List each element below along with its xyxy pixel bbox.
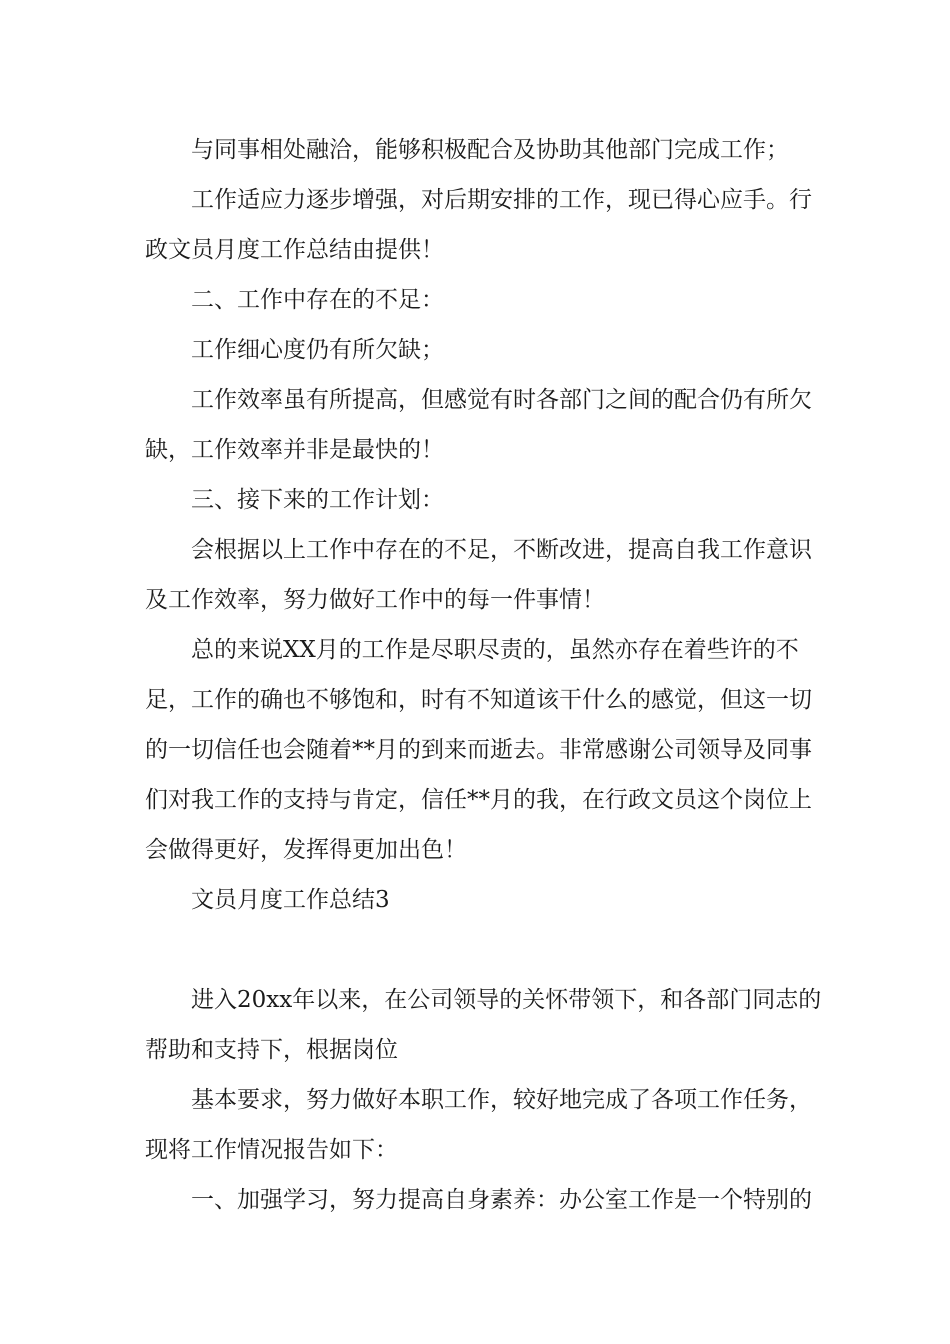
- paragraph: 基本要求，努力做好本职工作，较好地完成了各项工作任务，现将工作情况报告如下：: [145, 1087, 812, 1163]
- document-title: 文员月度工作总结3: [191, 887, 390, 913]
- paragraph: 总的来说XX月的工作是尽职尽责的，虽然亦存在着些许的不足，工作的确也不够饱和，时有不知道该干什么的感觉，但这一切的一切信任也会随着**月的到来而逝去。非常感谢公司领导及同事们对我工作的支持与肯定，信任**月的我，在行政文员这个岗位上会做得更好，发挥得更加出色！: [145, 637, 812, 863]
- paragraph: 会根据以上工作中存在的不足，不断改进，提高自我工作意识及工作效率，努力做好工作中的每一件事情！: [145, 537, 812, 613]
- paragraph: 与同事相处融洽，能够积极配合及协助其他部门完成工作；: [191, 137, 789, 163]
- document-body: [145, 125, 825, 1225]
- paragraph: 工作细心度仍有所欠缺；: [191, 337, 444, 363]
- section-heading: 二、工作中存在的不足：: [191, 287, 444, 313]
- paragraph: 进入20xx年以来，在公司领导的关怀带领下，和各部门同志的帮助和支持下，根据岗位: [145, 987, 822, 1063]
- paragraph: 工作适应力逐步增强，对后期安排的工作，现已得心应手。行政文员月度工作总结由提供！: [145, 187, 812, 263]
- paragraph: 工作效率虽有所提高，但感觉有时各部门之间的配合仍有所欠缺，工作效率并非是最快的！: [145, 387, 812, 463]
- section-heading: 一、加强学习，努力提高自身素养：办公室工作是一个特别的: [191, 1187, 812, 1213]
- blank-line: [145, 925, 825, 975]
- section-heading: 三、接下来的工作计划：: [191, 487, 444, 513]
